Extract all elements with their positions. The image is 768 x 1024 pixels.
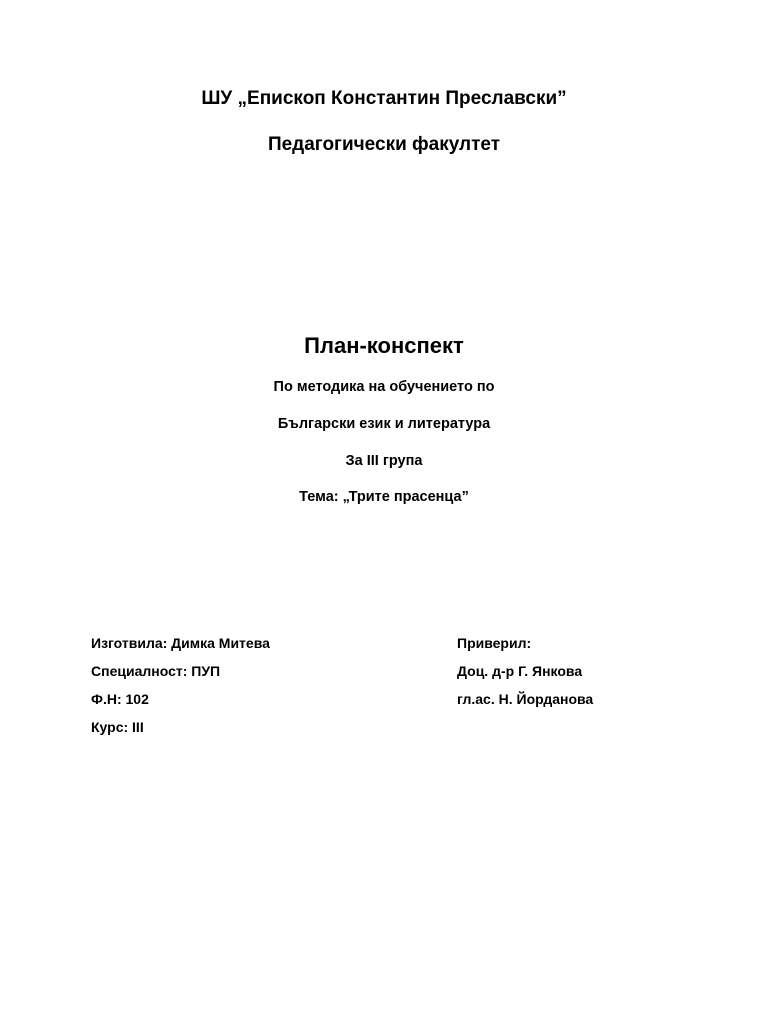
- faculty-name: Педагогически факултет: [267, 134, 501, 155]
- subject-line-group: За III група: [345, 453, 423, 469]
- specialty: Специалност: ПУП: [91, 663, 221, 679]
- university-name: ШУ „Епископ Константин Преславски”: [201, 88, 567, 109]
- subject-line-topic: Тема: „Трите прасенца”: [299, 489, 469, 505]
- reviewer-label: Приверил:: [457, 635, 532, 651]
- reviewer-info: [457, 633, 593, 717]
- author-info: [91, 633, 270, 745]
- document-title: План-конспект: [304, 333, 464, 358]
- faculty-number: Ф.Н: 102: [91, 691, 149, 707]
- prepared-by: Изготвила: Димка Митева: [91, 635, 270, 651]
- reviewer-name-1: Доц. д-р Г. Янкова: [457, 663, 583, 679]
- course: Курс: III: [91, 719, 144, 735]
- reviewer-name-2: гл.ас. Н. Йорданова: [457, 691, 594, 707]
- subject-line-methodology: По методика на обучението по: [273, 379, 495, 395]
- subject-line-discipline: Български език и литература: [277, 416, 491, 432]
